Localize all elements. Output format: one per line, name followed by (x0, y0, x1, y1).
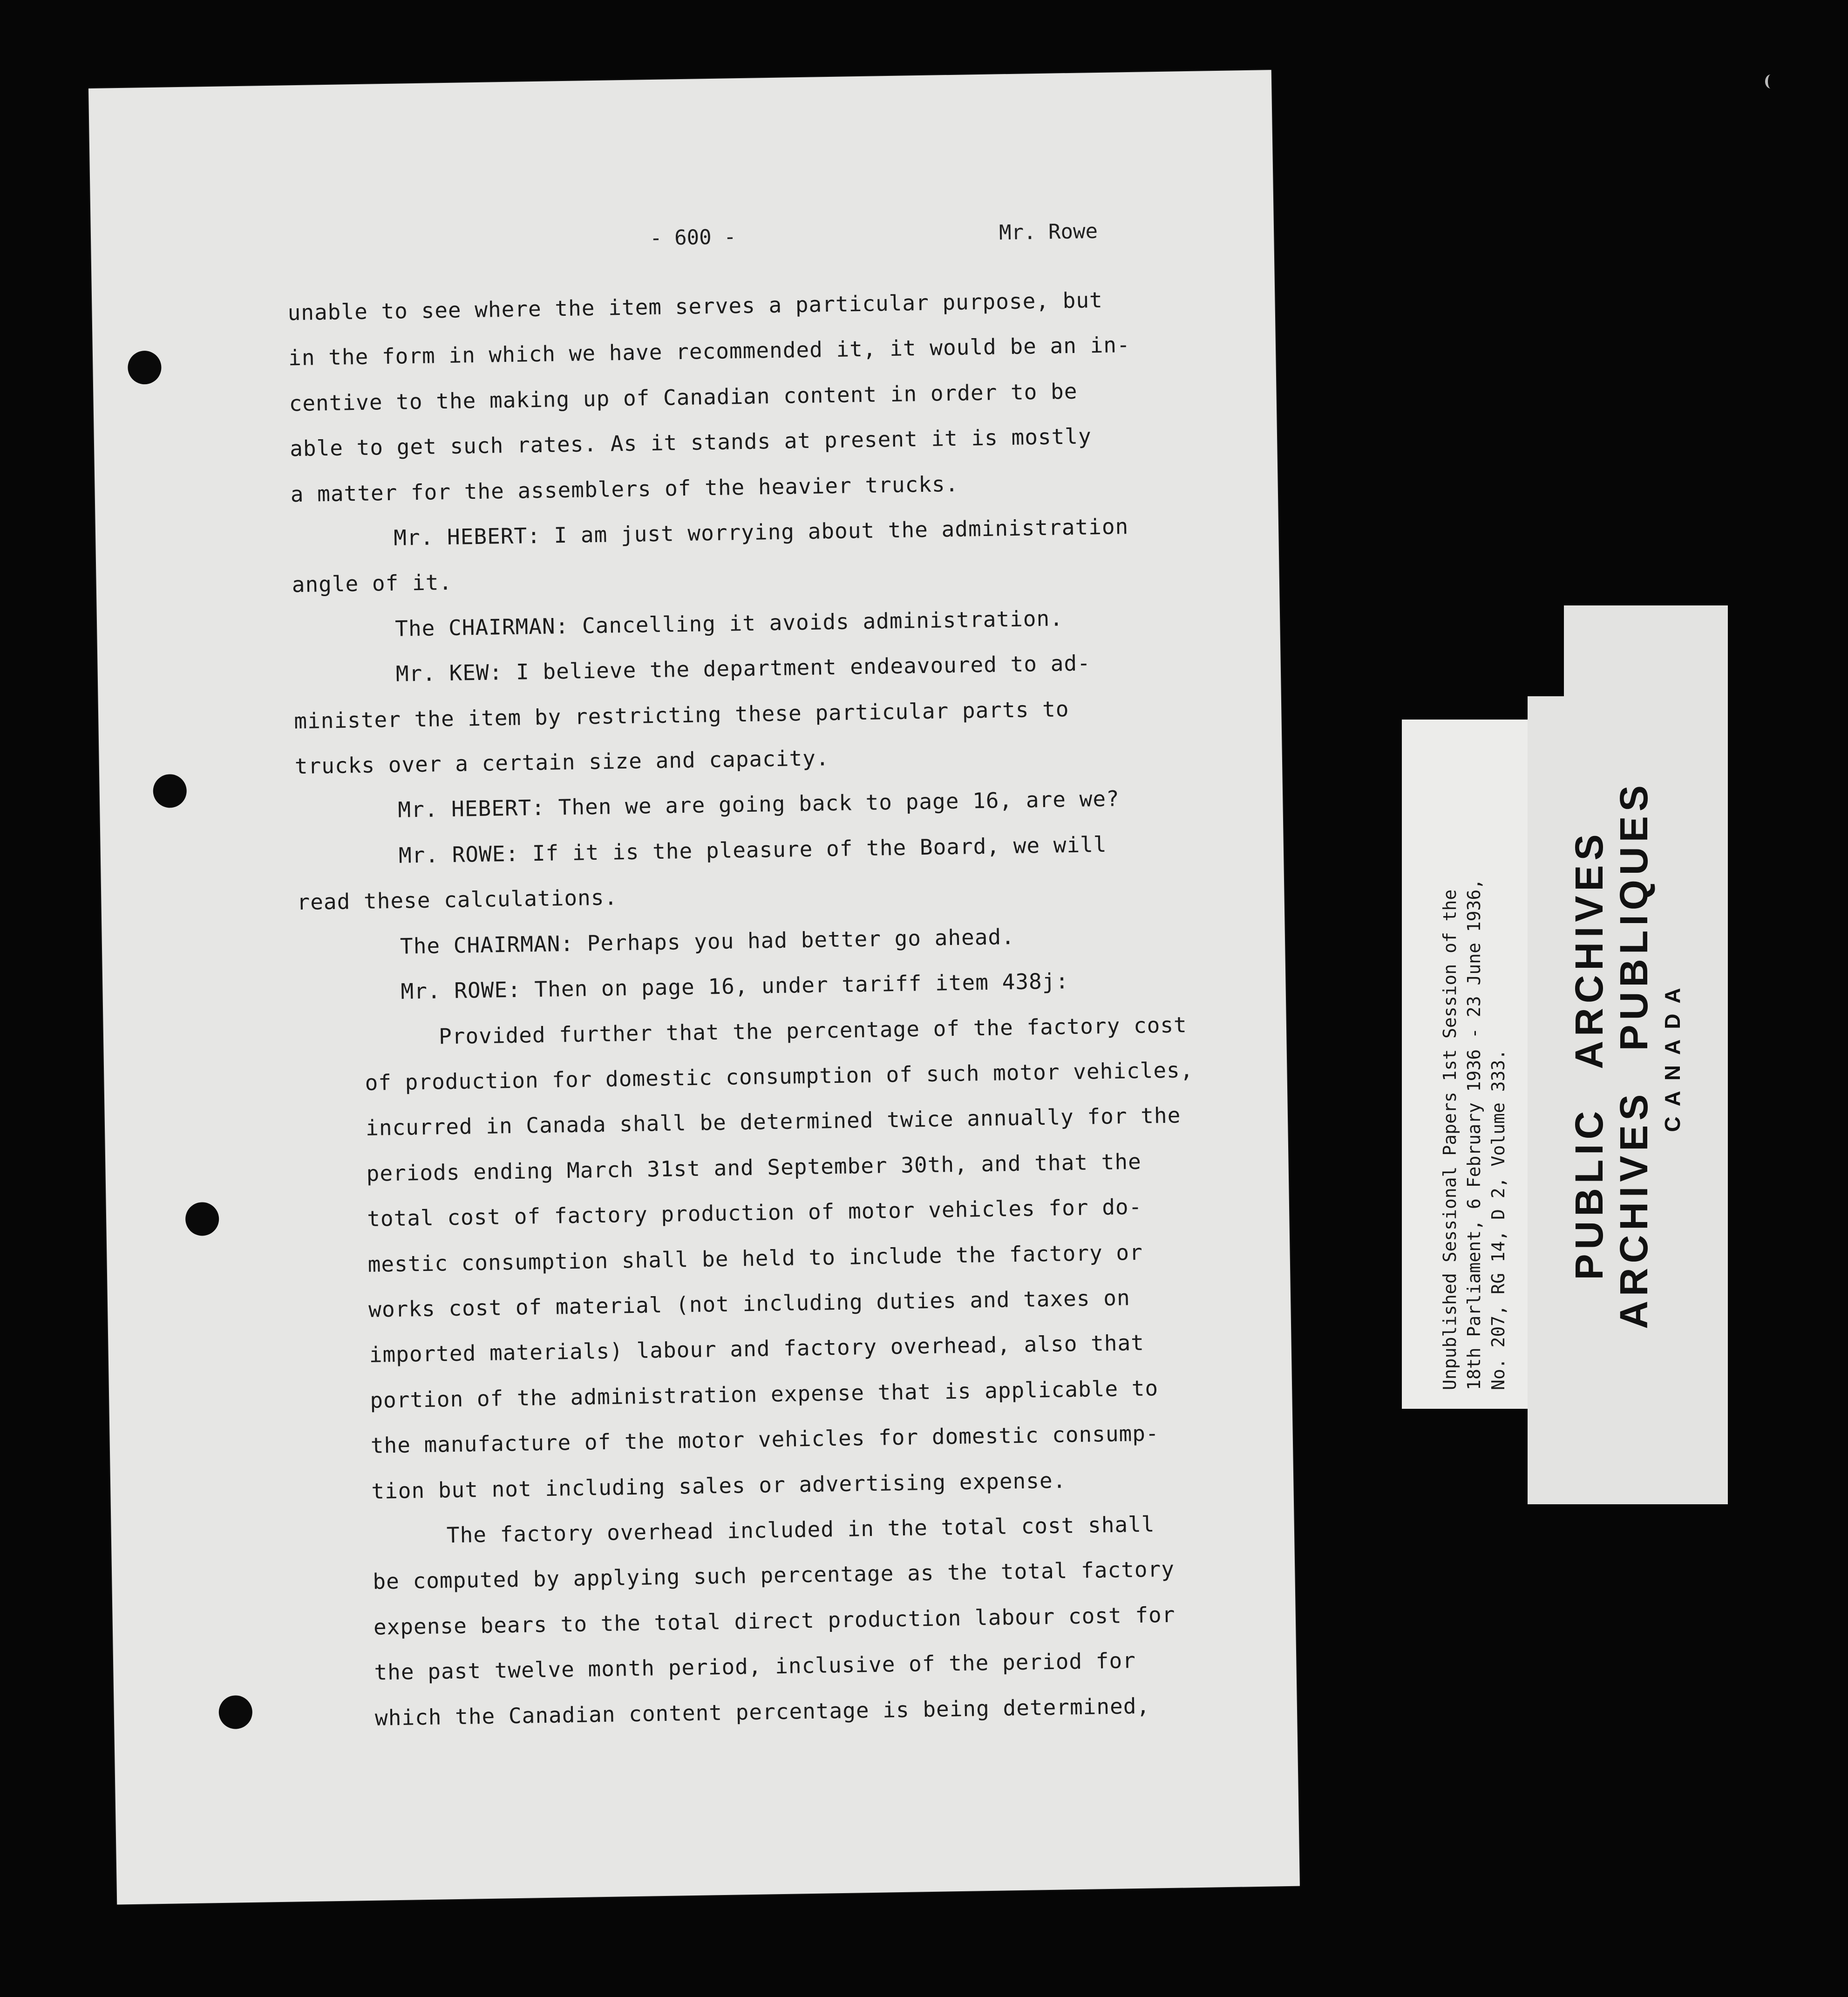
text-line: Mr. HEBERT: I am just worrying about the administration (393, 514, 1129, 550)
text-line: Mr. HEBERT: Then we are going back to page 16, are we? (397, 786, 1120, 823)
punch-hole (218, 1695, 252, 1729)
text-line: read these calculations. (297, 884, 618, 915)
text-line: Mr. ROWE: If it is the pleasure of the Board, we will (398, 831, 1107, 868)
text-line: the manufacture of the motor vehicles for domestic consump- (370, 1420, 1160, 1458)
page-header (91, 217, 1274, 251)
text-line: incurred in Canada shall be determined twice annually for the (365, 1102, 1181, 1141)
text-line: Mr. KEW: I believe the department endeavoured to ad- (395, 650, 1091, 687)
text-line: a matter for the assemblers of the heavier trucks. (290, 471, 959, 507)
stamp-line-country: CANADA (1660, 978, 1685, 1132)
text-line: periods ending March 31st and September 30th, and that the (366, 1148, 1142, 1186)
archive-label-line: 18th Parliament, 6 February 1936 - 23 June 1936, (1464, 878, 1484, 1390)
punch-hole (128, 351, 162, 385)
text-line: mestic consumption shall be held to include the factory or (367, 1239, 1143, 1277)
archive-reference-label (1402, 720, 1546, 1409)
punch-hole (185, 1202, 219, 1236)
text-line: Mr. ROWE: Then on page 16, under tariff item 438j: (401, 968, 1069, 1004)
text-line: in the form in which we have recommended it, it would be an in- (288, 332, 1131, 371)
archives-stamp (1528, 605, 1728, 1504)
text-line: tion but not including sales or advertising expense. (371, 1467, 1067, 1504)
text-line: angle of it. (292, 570, 453, 598)
text-line: expense bears to the total direct production labour cost for (373, 1602, 1175, 1640)
text-line: be computed by applying such percentage as the total factory (373, 1556, 1175, 1595)
text-line: portion of the administration expense that is applicable to (369, 1375, 1159, 1413)
text-line: The factory overhead included in the total cost shall (446, 1511, 1155, 1548)
text-line: total cost of factory production of motor vehicles for do- (367, 1194, 1142, 1232)
punch-hole (153, 774, 187, 808)
text-line: which the Canadian content percentage is being determined, (374, 1693, 1150, 1731)
text-line: imported materials) labour and factory overhead, also that (369, 1330, 1145, 1368)
text-line: Provided further that the percentage of the factory cost (438, 1012, 1188, 1049)
archive-label-line: Unpublished Sessional Papers 1st Session of the (1440, 889, 1460, 1390)
text-line: able to get such rates. As it stands at present it is mostly (289, 423, 1092, 462)
text-line: The CHAIRMAN: Perhaps you had better go ahead. (400, 924, 1015, 959)
stamp-line-english: PUBLIC ARCHIVES (1567, 829, 1611, 1280)
text-line: The CHAIRMAN: Cancelling it avoids administration. (394, 605, 1064, 641)
text-line: centive to the making up of Canadian content in order to be (289, 378, 1078, 416)
text-line: trucks over a certain size and capacity. (294, 745, 829, 779)
text-line: works cost of material (not including duties and taxes on (368, 1285, 1131, 1322)
text-line: of production for domestic consumption of such motor vehicles, (365, 1057, 1194, 1095)
stamp-line-french: ARCHIVES PUBLIQUES (1612, 781, 1656, 1329)
text-line: minister the item by restricting these particular parts to (293, 696, 1069, 734)
document-page (88, 70, 1300, 1904)
text-line: unable to see where the item serves a particular purpose, but (287, 287, 1103, 326)
text-line: the past twelve month period, inclusive of the period for (374, 1648, 1136, 1685)
film-mark (1765, 75, 1776, 88)
running-speaker: Mr. Rowe (999, 219, 1098, 245)
page-number: - 600 - (649, 225, 737, 251)
archive-label-line: No. 207, RG 14, D 2, Volume 333. (1488, 1049, 1508, 1390)
transcript-body (287, 275, 1270, 1742)
